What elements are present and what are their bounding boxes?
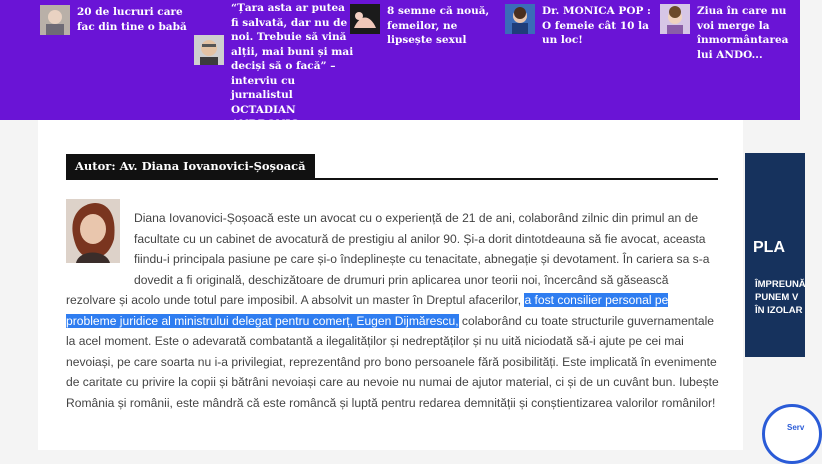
story-thumbnail[interactable] bbox=[40, 5, 70, 35]
bio-text-end: colaborând cu toate structurile guvernamentale la acel moment. Este o adevarată combatantă a ilegalităților și nedreptăților și nu uită niciodată să-i ajute pe cei mai nevoiași, pe care soarta nu i-a privilegiat, reprezentând pro bono persoanele fără posibilități. Este implicată în evenimente de caritate cu privire la copii și bătrâni nevoiași care au nevoie nu numai de ajutor material, ci și de un cuvânt bun. Iubește România și românii, este mândră că este româncă și luptă pentru redarea demnității și conștientizarea valorilor românilor! bbox=[66, 313, 719, 410]
side-ad-banner[interactable] bbox=[745, 153, 805, 357]
avatar-spacer bbox=[66, 208, 134, 270]
top-stories-bar bbox=[0, 0, 800, 120]
story-thumbnail[interactable] bbox=[660, 4, 690, 34]
top-story[interactable] bbox=[40, 5, 200, 35]
story-title[interactable]: Dr. MONICA POP : O femeie cât 10 la un loc! bbox=[542, 5, 651, 46]
top-story[interactable] bbox=[505, 4, 655, 48]
top-story[interactable] bbox=[350, 4, 490, 48]
ad-line: ÎN IZOLAR bbox=[755, 305, 803, 316]
top-story[interactable] bbox=[194, 1, 354, 132]
bio-text: Diana Iovanovici-Șoșoacă este un avocat cu o experiență de 21 de ani, colaborând zilnic din primul an de facultate cu un cabinet de avocatură de prestigiu al anilor 90. Și-a dorit dintotdeauna să fie avocat, aceasta fiindu-i principala pasiune pe care și-o îndeplinește cu tenacitate, abnegație și devotament. În cariera sa s-a dovedit a fi originală, deschizătoare de drumuri prin aplicarea unor teorii noi, încercând să găsească rezolvare și acolo unde totul pare imposibil. A absolvit un master în Dreptul afacerilor, bbox=[66, 211, 710, 307]
story-title[interactable]: 8 semne că nouă, femeilor, ne lipsește sexul bbox=[387, 5, 490, 46]
story-thumbnail[interactable] bbox=[505, 4, 535, 34]
story-title[interactable]: “Țara asta ar putea fi salvată, dar nu de noi. Trebuie să vină alții, mai buni și mai deciși să o facă” – interviu cu jurnalistul OCTADIAN bbox=[231, 2, 354, 116]
author-bio bbox=[66, 208, 721, 413]
badge-text: Serv bbox=[787, 423, 805, 432]
story-title[interactable]: 20 de lucruri care fac din tine o babă bbox=[77, 6, 187, 33]
ad-heading: PLA bbox=[753, 239, 785, 256]
ad-line: ÎMPREUNĂ bbox=[755, 279, 806, 290]
top-story[interactable] bbox=[660, 4, 800, 62]
service-badge[interactable] bbox=[762, 404, 822, 464]
bio-selected-text: a fost consilier personal pe probleme juridice al ministrului delegat pentru comerț, Eugen Dijmărescu, bbox=[66, 293, 669, 328]
author-header bbox=[66, 154, 718, 180]
story-title[interactable]: Ziua în care nu voi merge la înmormântarea lui ANDO... bbox=[697, 5, 789, 61]
ad-line: PUNEM V bbox=[755, 292, 799, 303]
author-label[interactable]: Autor: Av. Diana Iovanovici-Șoșoacă bbox=[66, 154, 315, 179]
story-thumbnail[interactable] bbox=[194, 35, 224, 65]
story-thumbnail[interactable] bbox=[350, 4, 380, 34]
